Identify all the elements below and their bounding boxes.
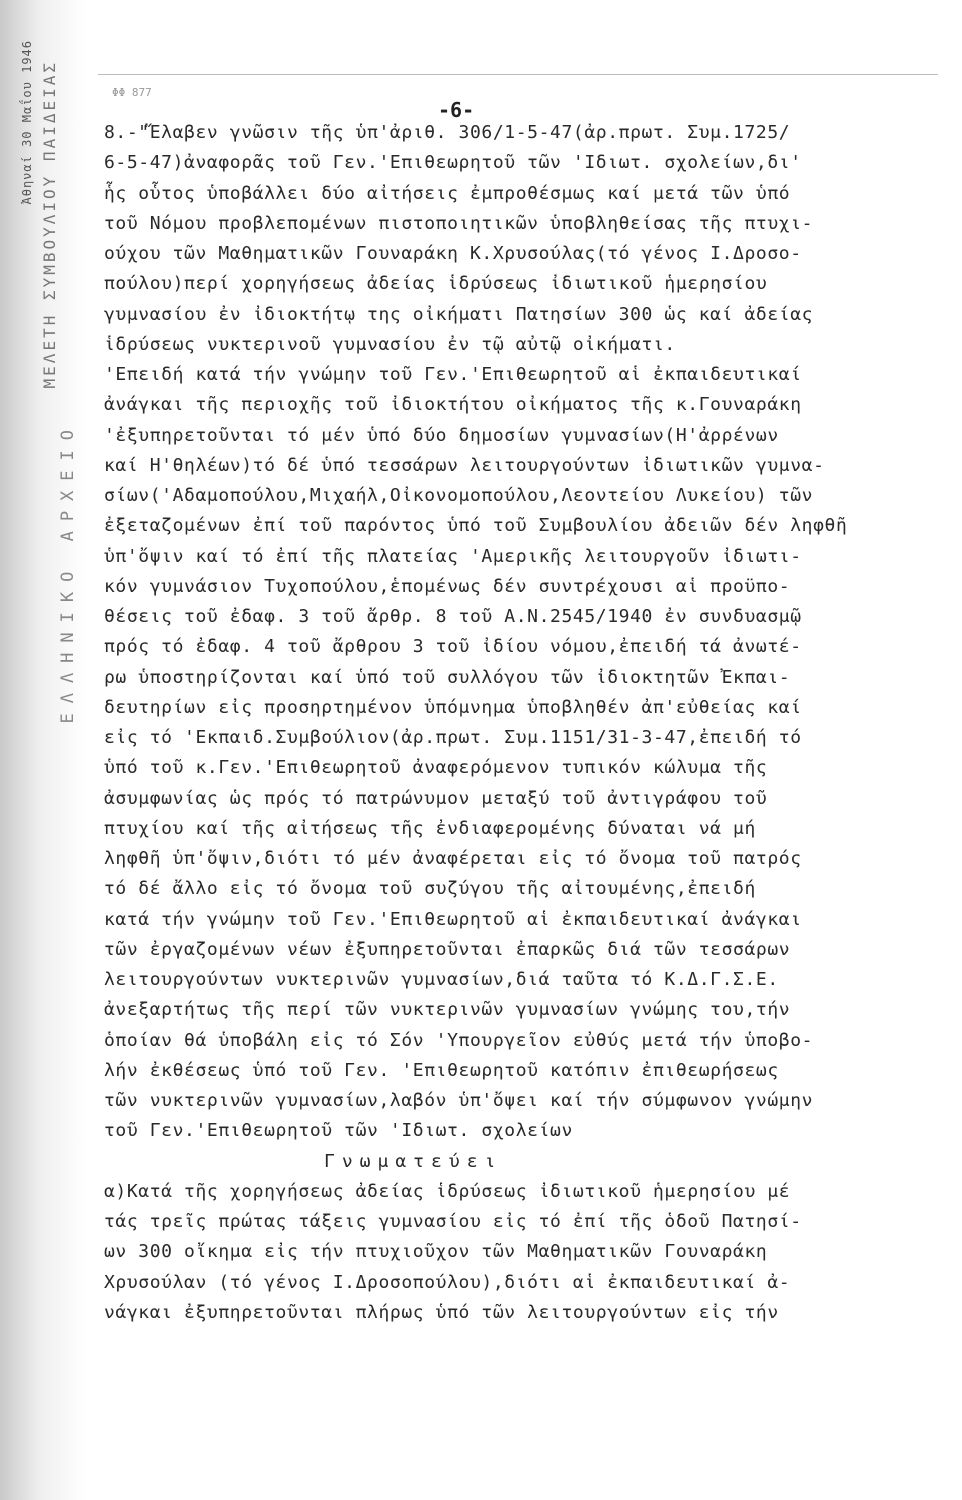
- text-line: τῶν νυκτερινῶν γυμνασίων,λαβόν ὑπ'ὄψει καί τήν σύμφωνον γνώμην: [104, 1090, 814, 1111]
- text-line: τῶν ἐργαζομένων νέων ἐξυπηρετοῦνται ἐπαρκῶς διά τῶν τεσσάρων: [104, 938, 791, 960]
- text-line: κατά τήν γνώμην τοῦ Γεν.'Επιθεωρητοῦ αἱ ἐκπαιδευτικαί ἀνάγκαι: [104, 908, 802, 930]
- binding-edge: [0, 0, 86, 1500]
- spine-text-3: ΕΛΛΗΝΙΚΟ ΑΡΧΕΙΟ: [58, 420, 78, 724]
- text-line: νάγκαι ἐξυπηρετοῦνται πλήρως ὑπό τῶν λειτουργούντων εἰς τήν: [104, 1301, 779, 1323]
- text-line: θέσεις τοῦ ἐδαφ. 3 τοῦ ἄρθρ. 8 τοῦ Α.Ν.2545/1940 ἐν συνδυασμῷ: [104, 606, 802, 627]
- top-rule: [98, 74, 938, 75]
- document-body: [104, 118, 944, 1328]
- text-line: ὑπό τοῦ κ.Γεν.'Επιθεωρητοῦ ἀναφερόμενον τυπικόν κώλυμα τῆς: [104, 757, 768, 779]
- text-line: ληφθῆ ὑπ'ὄψιν,διότι τό μέν ἀναφέρεται εἰς τό ὄνομα τοῦ πατρός: [104, 848, 802, 869]
- text-line: δευτηρίων εἰς προσηρτημένον ὑπόμνημα ὑποβληθέν ἀπ'εὐθείας καί: [104, 696, 802, 718]
- text-line: Χρυσούλαν (τό γένος Ι.Δροσοπούλου),διότι αἱ ἐκπαιδευτικαί ἀ-: [104, 1271, 791, 1293]
- text-line: 8.-"Ἔλαβεν γνῶσιν τῆς ὑπ'ἀριθ. 306/1-5-47(ἀρ.πρωτ. Συμ.1725/: [104, 122, 791, 143]
- text-line: ὁποίαν θά ὑποβάλη εἰς τό Σόν 'Υπουργεῖον εὐθύς μετά τήν ὑποβο-: [104, 1029, 814, 1051]
- text-line: ἀσυμφωνίας ὡς πρός τό πατρώνυμον μεταξύ τοῦ ἀντιγράφου τοῦ: [104, 787, 768, 809]
- text-line: καί Η'θηλέων)τό δέ ὑπό τεσσάρων λειτουργούντων ἰδιωτικῶν γυμνα-: [104, 454, 825, 476]
- text-line: λήν ἐκθέσεως ὑπό τοῦ Γεν. 'Επιθεωρητοῦ κατόπιν ἐπιθεωρήσεως: [104, 1059, 779, 1081]
- text-line: ούχου τῶν Μαθηματικῶν Γουναράκη Κ.Χρυσούλας(τό γένος Ι.Δροσο-: [104, 243, 802, 264]
- text-line: τοῦ Γεν.'Επιθεωρητοῦ τῶν 'Ιδιωτ. σχολείων: [104, 1120, 573, 1142]
- text-line: ἀνεξαρτήτως τῆς περί τῶν νυκτερινῶν γυμνασίων γνώμης του,τήν: [104, 999, 791, 1021]
- corner-stamp: ΦΦ 877: [112, 86, 152, 99]
- text-line: πρός τό ἐδαφ. 4 τοῦ ἄρθρου 3 τοῦ ἰδίου νόμου,ἐπειδή τά ἀνωτέ-: [104, 636, 802, 658]
- text-line: ἱδρύσεως νυκτερινοῦ γυμνασίου ἐν τῷ αὐτῷ οἰκήματι.: [104, 333, 676, 355]
- text-line: ἧς οὗτος ὑποβάλλει δύο αἰτήσεις ἐμπροθέσμως καί μετά τῶν ὑπό: [104, 182, 791, 204]
- text-line: ἐξεταζομένων ἐπί τοῦ παρόντος ὑπό τοῦ Συμβουλίου ἀδειῶν δέν ληφθῆ: [104, 515, 848, 537]
- page-number: -6-: [438, 98, 475, 122]
- spine-text-2: ΜΕΛΕΤΗ ΣΥΜΒΟΥΛΙΟΥ ΠΑΙΔΕΙΑΣ: [40, 60, 59, 389]
- text-line: σίων('Αδαμοπούλου,Μιχαήλ,Οἰκονομοπούλου,Λεοντείου Λυκείου) τῶν: [104, 485, 814, 506]
- text-line: γυμνασίου ἐν ἰδιοκτήτῳ της οἰκήματι Πατησίων 300 ὡς καί ἀδείας: [104, 303, 814, 325]
- text-line: τάς τρεῖς πρώτας τάξεις γυμνασίου εἰς τό ἐπί τῆς ὁδοῦ Πατησί-: [104, 1211, 802, 1232]
- section-heading: Γνωματεύει: [324, 1150, 503, 1172]
- spine-text-1: Ἀθηναί 30 Μαΐου 1946: [20, 40, 34, 205]
- text-line: ὑπ'ὄψιν καί τό ἐπί τῆς πλατείας 'Αμερικῆς λειτουργοῦν ἰδιωτι-: [104, 545, 802, 567]
- text-line: ἀνάγκαι τῆς περιοχῆς τοῦ ἰδιοκτήτου οἰκήματος τῆς κ.Γουναράκη: [104, 394, 802, 416]
- text-line: τοῦ Νόμου προβλεπομένων πιστοποιητικῶν ὑποβληθείσας τῆς πτυχι-: [104, 212, 814, 234]
- text-line: ων 300 οἴκημα εἰς τήν πτυχιοῦχον τῶν Μαθηματικῶν Γουναράκη: [104, 1241, 768, 1263]
- text-line: 6-5-47)ἀναφορᾶς τοῦ Γεν.'Επιθεωρητοῦ τῶν 'Ιδιωτ. σχολείων,δι': [104, 152, 802, 174]
- text-line: τό δέ ἄλλο εἰς τό ὄνομα τοῦ συζύγου τῆς αἰτουμένης,ἐπειδή: [104, 878, 756, 900]
- text-line: εἰς τό 'Εκπαιδ.Συμβούλιον(ἀρ.πρωτ. Συμ.1151/31-3-47,ἐπειδή τό: [104, 727, 802, 748]
- text-line: 'Επειδή κατά τήν γνώμην τοῦ Γεν.'Επιθεωρητοῦ αἱ ἐκπαιδευτικαί: [104, 364, 802, 385]
- text-line: ρω ὑποστηρίζονται καί ὑπό τοῦ συλλόγου τῶν ἰδιοκτητῶν Ἐκπαι-: [104, 666, 791, 688]
- text-line: α)Κατά τῆς χορηγήσεως ἀδείας ἱδρύσεως ἰδιωτικοῦ ἡμερησίου μέ: [104, 1180, 791, 1202]
- text-line: πούλου)περί χορηγήσεως ἀδείας ἱδρύσεως ἰδιωτικοῦ ἡμερησίου: [104, 273, 768, 295]
- text-line: 'ἐξυπηρετοῦνται τό μέν ὑπό δύο δημοσίων γυμνασίων(Η'ἀρρένων: [104, 424, 779, 446]
- text-line: πτυχίου καί τῆς αἰτήσεως τῆς ἐνδιαφερομένης δύναται νά μή: [104, 817, 756, 839]
- text-line: κόν γυμνάσιον Τυχοπούλου,ἑπομένως δέν συντρέχουσι αἱ προϋπο-: [104, 575, 791, 597]
- text-line: λειτουργούντων νυκτερινῶν γυμνασίων,διά ταῦτα τό Κ.Δ.Γ.Σ.Ε.: [104, 969, 779, 990]
